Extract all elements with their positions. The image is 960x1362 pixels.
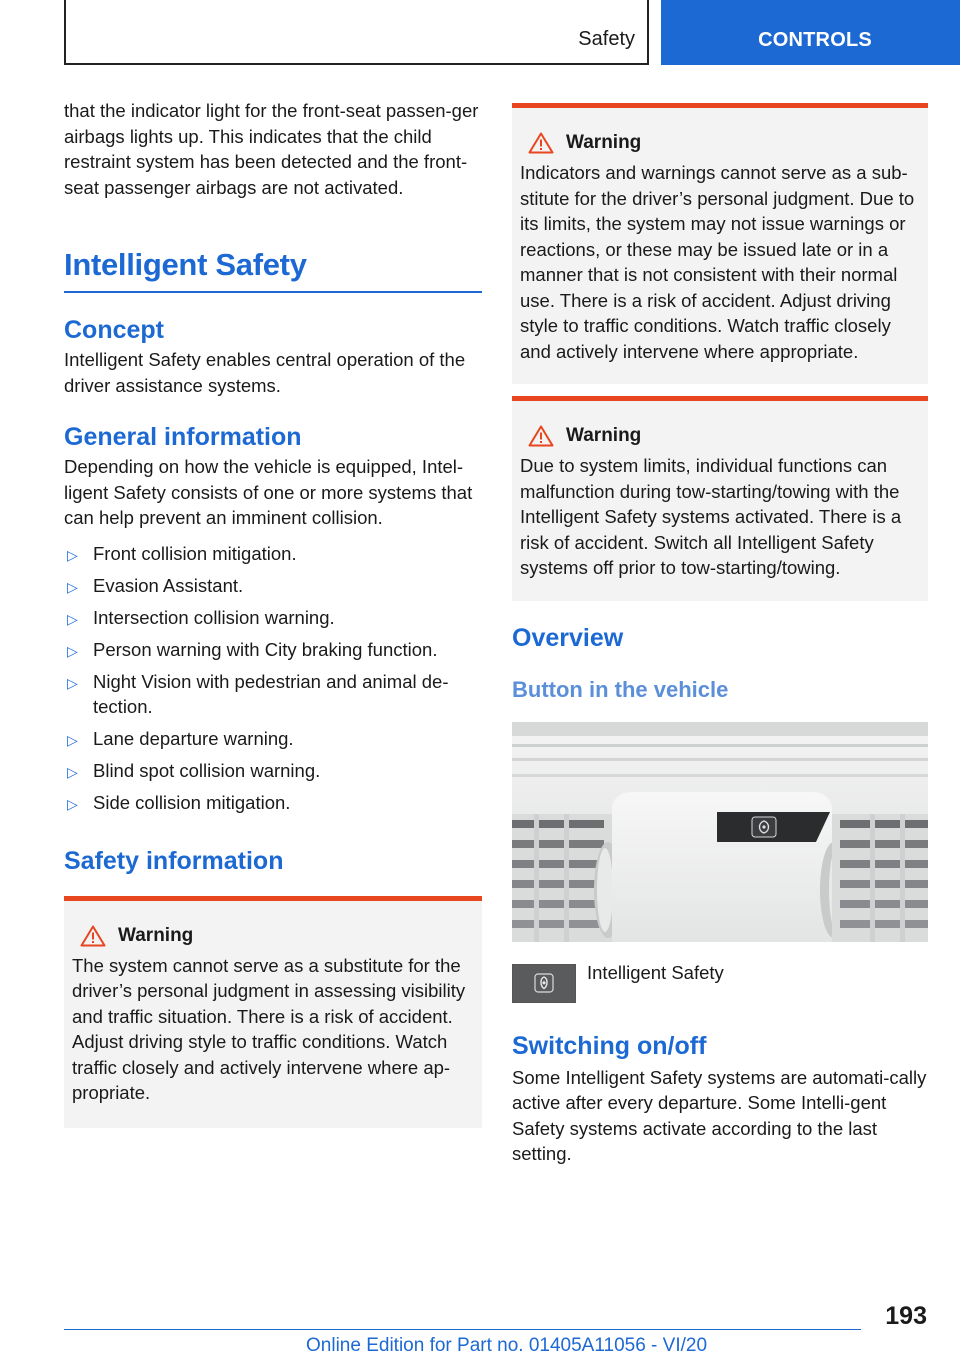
warning-text: Due to system limits, individual functions can malfunction during tow-starting/towing with the Intelligent Safety systems activated. There is a risk of accident. Switch all Intelligent Safety systems off prior to tow-starting/towing. [520, 455, 902, 578]
shield-icon [533, 972, 555, 994]
overview-heading: Overview [512, 623, 624, 652]
bullet-triangle-icon: ▷ [67, 546, 78, 563]
general-information-heading: General information [64, 423, 302, 451]
header-section-label: Safety [578, 28, 635, 50]
warning-text: Indicators and warnings cannot serve as a sub-stitute for the driver’s personal judgment. Due to its limits, the system may not issue warnings or reactions, or these may be issued late or in a manner that is not consistent with their normal use. There is a risk of accident. Adjust driving style to traffic conditions. Watch traffic closely and actively intervene where appropriate. [520, 162, 915, 362]
switching-on-off-heading: Switching on/off [512, 1031, 707, 1060]
left-column [64, 98, 482, 1128]
page-number: 193 [885, 1302, 927, 1330]
warning-box [512, 103, 928, 384]
bullet-triangle-icon: ▷ [67, 642, 78, 659]
intro-paragraph: that the indicator light for the front-seat passen-ger airbags lights up. This indicates that the child restraint system has been detected and the front-seat passenger airbags are not activated. [64, 100, 479, 198]
list-item: ▷ Front collision mitigation. [64, 541, 482, 567]
list-item: ▷ Intersection collision warning. [64, 605, 482, 631]
warning-box [64, 896, 482, 1128]
warning-text: The system cannot serve as a substitute for the driver’s personal judgment in assessing visibility and traffic situation. There is a risk of accident. Adjust driving style to traffic conditions. Watch traffic closely and actively intervene where ap-propriate. [72, 954, 466, 1103]
footer-divider [64, 1329, 861, 1330]
warning-triangle-icon [528, 425, 554, 447]
intelligent-safety-button-icon [512, 964, 576, 1003]
page-title: Intelligent Safety [64, 247, 482, 293]
warning-triangle-icon [80, 925, 106, 947]
header-chapter-label: CONTROLS [758, 29, 872, 51]
list-item: ▷ Side collision mitigation. [64, 790, 482, 816]
bullet-triangle-icon: ▷ [67, 610, 78, 627]
concept-paragraph: Intelligent Safety enables central operation of the driver assistance systems. [64, 349, 466, 396]
warning-triangle-icon [528, 132, 554, 154]
list-item: ▷ Person warning with City braking function. [64, 637, 482, 663]
list-item: ▷ Blind spot collision warning. [64, 758, 482, 784]
list-item: ▷ Lane departure warning. [64, 726, 482, 752]
footer-edition: Online Edition for Part no. 01405A11056 - VI/20 [306, 1335, 708, 1356]
switching-paragraph: Some Intelligent Safety systems are automati-cally active after every departure. Some Intelli-gent Safety systems activate according to the last setting. [512, 1066, 927, 1164]
vehicle-button-photo [512, 722, 928, 942]
concept-heading: Concept [64, 316, 164, 344]
systems-list [64, 541, 482, 816]
list-item: ▷ Night Vision with pedestrian and animal de-tection. [67, 670, 449, 717]
bullet-triangle-icon: ▷ [67, 578, 78, 595]
warning-title: Warning [520, 132, 920, 154]
right-column [512, 103, 928, 1167]
bullet-triangle-icon: ▷ [67, 764, 78, 780]
button-caption [512, 962, 928, 1003]
bullet-triangle-icon: ▷ [67, 674, 78, 691]
dashboard-vents-illustration [512, 722, 928, 942]
general-information-paragraph: Depending on how the vehicle is equipped, Intel-ligent Safety consists of one or more systems that can help prevent an imminent collision. [64, 456, 473, 528]
bullet-triangle-icon: ▷ [67, 732, 78, 748]
safety-information-heading: Safety information [64, 846, 284, 875]
bullet-triangle-icon: ▷ [67, 796, 78, 812]
button-caption-text: Intelligent Safety [587, 961, 724, 983]
warning-title: Warning [520, 425, 920, 447]
warning-title: Warning [72, 925, 474, 947]
header-chapter-tab [661, 0, 960, 65]
warning-box [512, 396, 928, 601]
header-section-box [64, 0, 649, 65]
list-item: ▷ Evasion Assistant. [64, 573, 482, 599]
button-in-vehicle-heading: Button in the vehicle [512, 676, 729, 702]
